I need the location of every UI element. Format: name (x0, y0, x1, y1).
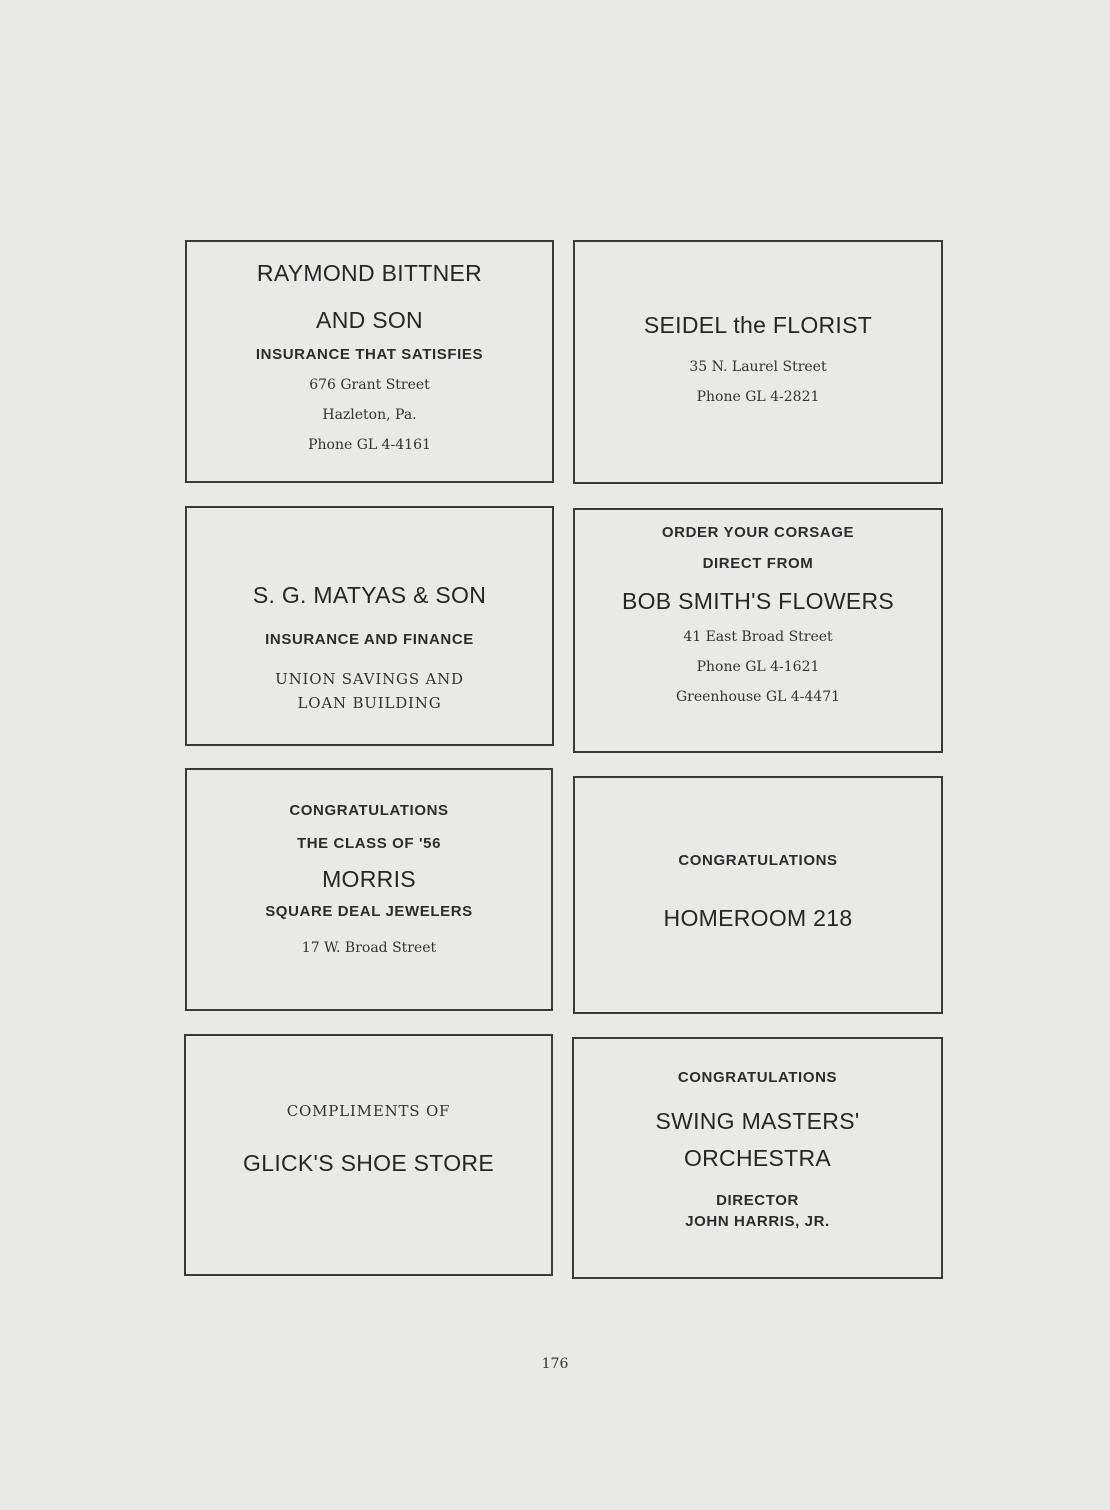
ad-title: S. G. MATYAS & SON (252, 582, 487, 608)
ad-building-line1: UNION SAVINGS AND (275, 670, 464, 688)
ad-title-line2: AND SON (316, 307, 423, 333)
ad-tagline: INSURANCE AND FINANCE (265, 631, 474, 648)
ad-glicks-shoe-store (184, 1034, 553, 1276)
ad-greenhouse-phone: Greenhouse GL 4-4471 (675, 689, 841, 705)
ad-title: GLICK'S SHOE STORE (243, 1150, 494, 1176)
ad-pre: CONGRATULATIONS (677, 1069, 838, 1086)
ad-raymond-bittner (185, 240, 554, 483)
ad-seidel-florist (573, 240, 943, 484)
ad-address: 17 W. Broad Street (301, 940, 437, 956)
ad-role: DIRECTOR (716, 1192, 799, 1209)
page-number: 176 (541, 1356, 569, 1372)
ad-homeroom-218 (573, 776, 943, 1014)
ad-swing-masters-orchestra (572, 1037, 943, 1279)
ad-name: JOHN HARRIS, JR. (685, 1213, 830, 1230)
ad-title: BOB SMITH'S FLOWERS (621, 588, 895, 614)
ad-building-line2: LOAN BUILDING (297, 694, 442, 712)
ad-phone: Phone GL 4-2821 (696, 389, 820, 405)
ad-bob-smiths-flowers (573, 508, 943, 753)
ad-pre-line2: DIRECT FROM (702, 555, 814, 572)
ad-tagline: SQUARE DEAL JEWELERS (265, 903, 473, 920)
ad-title: SEIDEL the FLORIST (643, 312, 873, 338)
ad-pre: COMPLIMENTS OF (286, 1102, 451, 1120)
ad-title: HOMEROOM 218 (663, 905, 853, 931)
ad-title-line1: RAYMOND BITTNER (256, 260, 483, 286)
ad-pre-line2: THE CLASS OF '56 (296, 835, 442, 852)
ad-title: MORRIS (322, 866, 416, 892)
ad-pre: CONGRATULATIONS (678, 852, 838, 869)
ad-phone: Phone GL 4-1621 (696, 659, 820, 675)
ad-tagline: INSURANCE THAT SATISFIES (255, 346, 484, 363)
ad-address: 41 East Broad Street (683, 629, 833, 645)
ad-title-line1: SWING MASTERS' (655, 1108, 860, 1134)
ad-pre-line1: ORDER YOUR CORSAGE (661, 524, 855, 541)
ad-sg-matyas (185, 506, 554, 746)
ad-address: 35 N. Laurel Street (689, 359, 827, 375)
ad-title-line2: ORCHESTRA (683, 1145, 832, 1171)
ad-city: Hazleton, Pa. (322, 407, 417, 423)
ad-pre-line1: CONGRATULATIONS (289, 802, 449, 819)
ad-address: 676 Grant Street (309, 377, 430, 393)
ad-morris-jewelers (185, 768, 553, 1011)
ad-phone: Phone GL 4-4161 (308, 437, 431, 453)
